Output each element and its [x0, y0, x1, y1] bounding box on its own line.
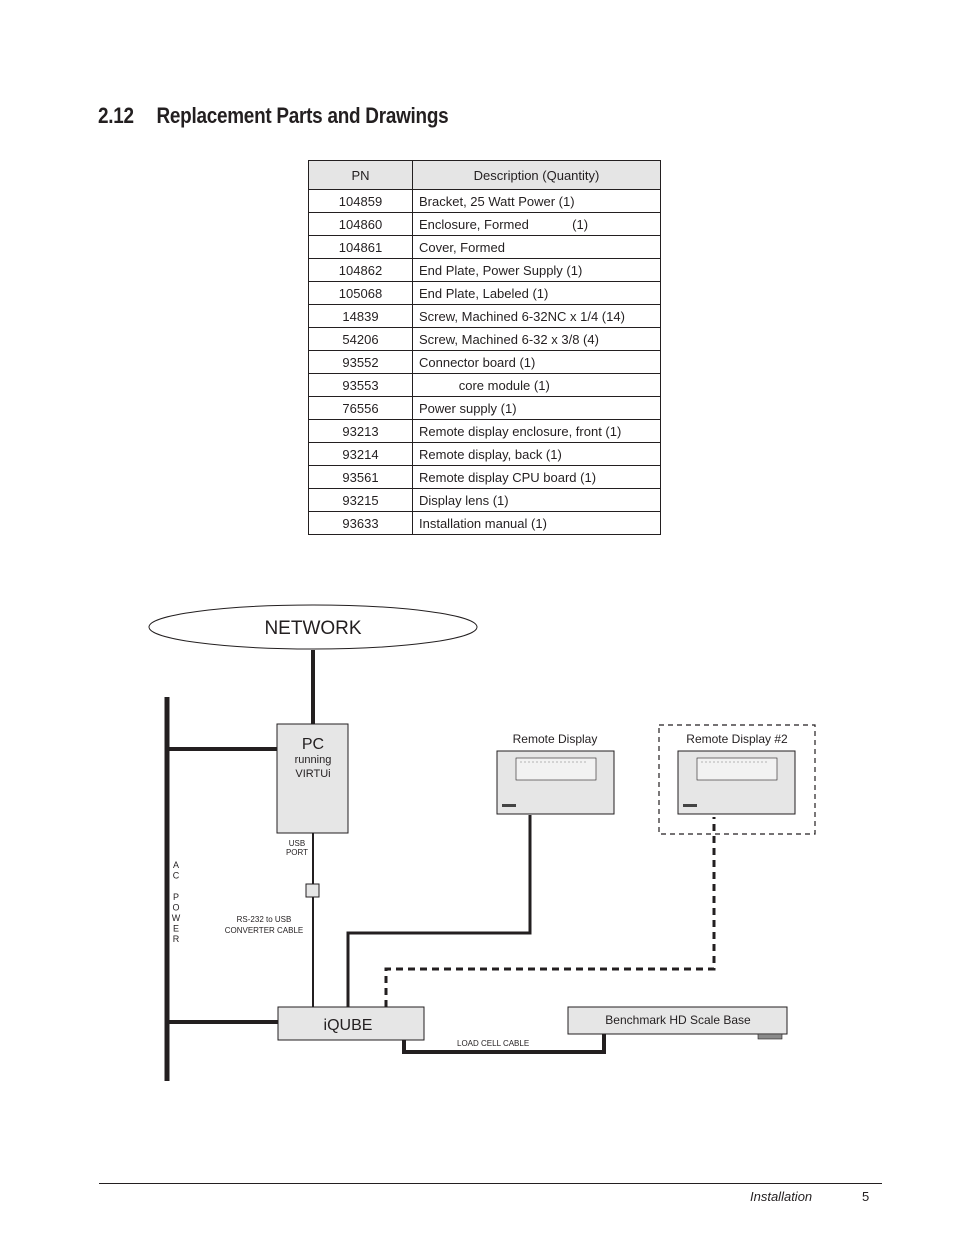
part-number-cell: 93633: [309, 512, 413, 535]
pc-title: PC: [301, 736, 325, 753]
description-cell: Remote display enclosure, front (1): [413, 420, 661, 443]
ac-power-label: [172, 860, 181, 944]
description-cell: Installation manual (1): [413, 512, 661, 535]
usb-port-label: PORT: [285, 848, 309, 857]
description-cell: Screw, Machined 6-32 x 3/8 (4): [413, 328, 661, 351]
description-cell: Screw, Machined 6-32NC x 1/4 (14): [413, 305, 661, 328]
part-number-cell: 104861: [309, 236, 413, 259]
load-cell-cable-label: LOAD CELL CABLE: [457, 1039, 530, 1048]
remote-display-cable: [348, 815, 530, 1007]
pc-subtitle-software: VIRTUi: [295, 768, 331, 780]
part-number-cell: 93552: [309, 351, 413, 374]
ac-power-letter: P: [172, 891, 180, 902]
part-number-cell: 93215: [309, 489, 413, 512]
description-cell: Display lens (1): [413, 489, 661, 512]
part-number-cell: 104859: [309, 190, 413, 213]
description-cell: Cover, Formed: [413, 236, 661, 259]
rs232-label: RS-232 to USB: [236, 915, 292, 924]
part-number-cell: 76556: [309, 397, 413, 420]
ac-power-letter: A: [172, 860, 180, 870]
converter-cable-label: CONVERTER CABLE: [224, 926, 304, 935]
remote-display-2-label: Remote Display #2: [686, 732, 788, 746]
footer-page-number: 5: [862, 1189, 870, 1204]
description-cell: Bracket, 25 Watt Power (1): [413, 190, 661, 213]
usb-label: USB: [288, 839, 306, 848]
ac-power-letter: O: [172, 902, 180, 913]
remote-display-unit: [497, 751, 614, 814]
scale-base-foot: [758, 1034, 782, 1039]
scale-base-label: Benchmark HD Scale Base: [605, 1013, 751, 1027]
usb-converter-plug: [306, 884, 319, 897]
remote-display-2-cable: [386, 817, 714, 1007]
description-cell: Enclosure, Formed (1): [413, 213, 661, 236]
pc-subtitle-running: running: [294, 754, 332, 766]
part-number-cell: 93561: [309, 466, 413, 489]
ac-power-letter: W: [171, 913, 181, 923]
section-title: Replacement Parts and Drawings: [156, 103, 449, 128]
column-header-description: Description (Quantity): [413, 161, 661, 190]
section-number: 2.12: [98, 103, 134, 128]
ac-power-letter: R: [172, 934, 180, 945]
description-cell: Connector board (1): [413, 351, 661, 374]
description-cell: Remote display CPU board (1): [413, 466, 661, 489]
footer-section-name: Installation: [750, 1189, 813, 1204]
remote-display-2-unit: [678, 751, 795, 814]
part-number-cell: 14839: [309, 305, 413, 328]
description-cell: Power supply (1): [413, 397, 661, 420]
part-number-cell: 93213: [309, 420, 413, 443]
description-cell: End Plate, Labeled (1): [413, 282, 661, 305]
ac-power-letter: E: [172, 923, 180, 934]
part-number-cell: 54206: [309, 328, 413, 351]
iqube-label: iQUBE: [323, 1017, 373, 1034]
ac-power-letter: C: [172, 870, 180, 881]
remote-display-label: Remote Display: [512, 732, 598, 746]
description-cell: Remote display, back (1): [413, 443, 661, 466]
part-number-cell: 104862: [309, 259, 413, 282]
part-number-cell: 93553: [309, 374, 413, 397]
part-number-cell: 105068: [309, 282, 413, 305]
part-number-cell: 104860: [309, 213, 413, 236]
part-number-cell: 93214: [309, 443, 413, 466]
description-cell: End Plate, Power Supply (1): [413, 259, 661, 282]
network-label: NETWORK: [264, 618, 362, 639]
column-header-pn: PN: [309, 161, 413, 190]
description-cell: core module (1): [413, 374, 661, 397]
footer-rule: [99, 1183, 882, 1184]
